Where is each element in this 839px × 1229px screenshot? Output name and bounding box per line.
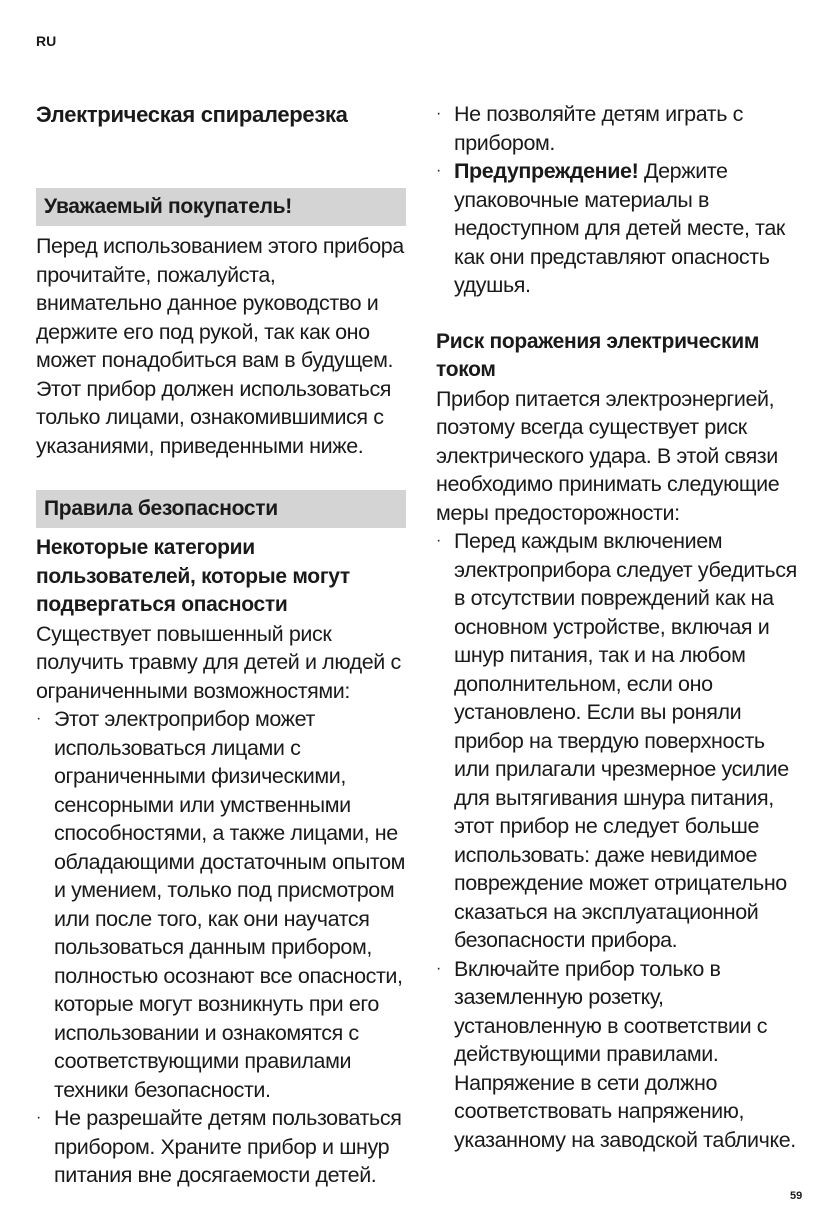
language-code: RU: [36, 33, 57, 49]
list-item: [436, 157, 801, 300]
list-item-text: Включайте прибор только в заземленную розетку, установленную в соответствии с действующими правилами. Напряжение в сети должно соответствовать напряжению, указанному на заводской табличке.: [454, 956, 796, 1152]
warning-text: Держите упаковочные материалы в недоступном для детей месте, так как они представляют опасность удушья.: [454, 159, 785, 297]
right-column: [436, 100, 801, 1154]
risk-heading: Некоторые категории пользователей, которые могут подвергаться опасности: [36, 536, 350, 616]
list-item: [36, 1104, 406, 1190]
warning-label: Предупреждение!: [454, 159, 639, 183]
shock-intro: Прибор питается электроэнергией, поэтому всегда существует риск электрического удара. В этой связи необходимо принимать следующие меры предосторожности:: [436, 386, 780, 525]
bullet-icon: ·: [36, 710, 41, 727]
bullet-icon: ·: [36, 1109, 41, 1126]
list-item-text: Не позволяйте детям играть с прибором.: [454, 102, 743, 155]
left-bullet-list: [36, 705, 406, 1190]
greeting-heading: Уважаемый покупатель!: [36, 188, 406, 226]
list-item: [436, 527, 801, 955]
right-top-list: [436, 100, 801, 300]
bullet-icon: ·: [436, 959, 441, 977]
left-column: [36, 100, 406, 1190]
list-item: [436, 100, 801, 157]
bullet-icon: ·: [436, 532, 441, 549]
list-item-text: Этот электроприбор может использоваться лицами с ограниченными физическими, сенсорными или умственными способностями, а также лицами, не обладающими достаточным опытом и умением, только под присмотром или после того, как они научатся пользоваться данным прибором, полностью осознают все опасности, которые могут возникнуть при его использовании и ознакомятся с соответствующими правилами техники безопасности.: [54, 707, 406, 1102]
list-item-text: Не разрешайте детям пользоваться прибором. Храните прибор и шнур питания вне досягаемости детей.: [54, 1106, 402, 1187]
page-title: Электрическая спиралерезка: [36, 102, 348, 127]
page-number: 59: [790, 1190, 803, 1202]
safety-heading: Правила безопасности: [36, 490, 406, 528]
bullet-icon: ·: [436, 105, 441, 122]
risk-intro: Существует повышенный риск получить травму для детей и людей с ограниченными возможностями:: [36, 621, 401, 703]
bullet-icon: ·: [436, 162, 441, 179]
greeting-text: Перед использованием этого прибора прочитайте, пожалуйста, внимательно данное руководство и держите его под рукой, так как оно может понадобиться вам в будущем. Этот прибор должен использоваться только лицами, ознакомившимися с указаниями, приведенными ниже.: [36, 234, 404, 458]
shock-heading: Риск поражения электрическим током: [436, 329, 760, 381]
list-item: [436, 955, 801, 1155]
list-item-text: Перед каждым включением электроприбора следует убедиться в отсутствии повреждений как на основном устройстве, включая и шнур питания, так и на любом дополнительном, если оно установлено. Если вы роняли прибор на твердую поверхность или прилагали чрезмерное усилие для вытягивания шнура питания, этот прибор не следует больше использовать: даже невидимое повреждение может отрицательно сказаться на эксплуатационной безопасности прибора.: [454, 529, 797, 952]
list-item: [36, 705, 406, 1104]
right-bullet-list: [436, 527, 801, 1154]
